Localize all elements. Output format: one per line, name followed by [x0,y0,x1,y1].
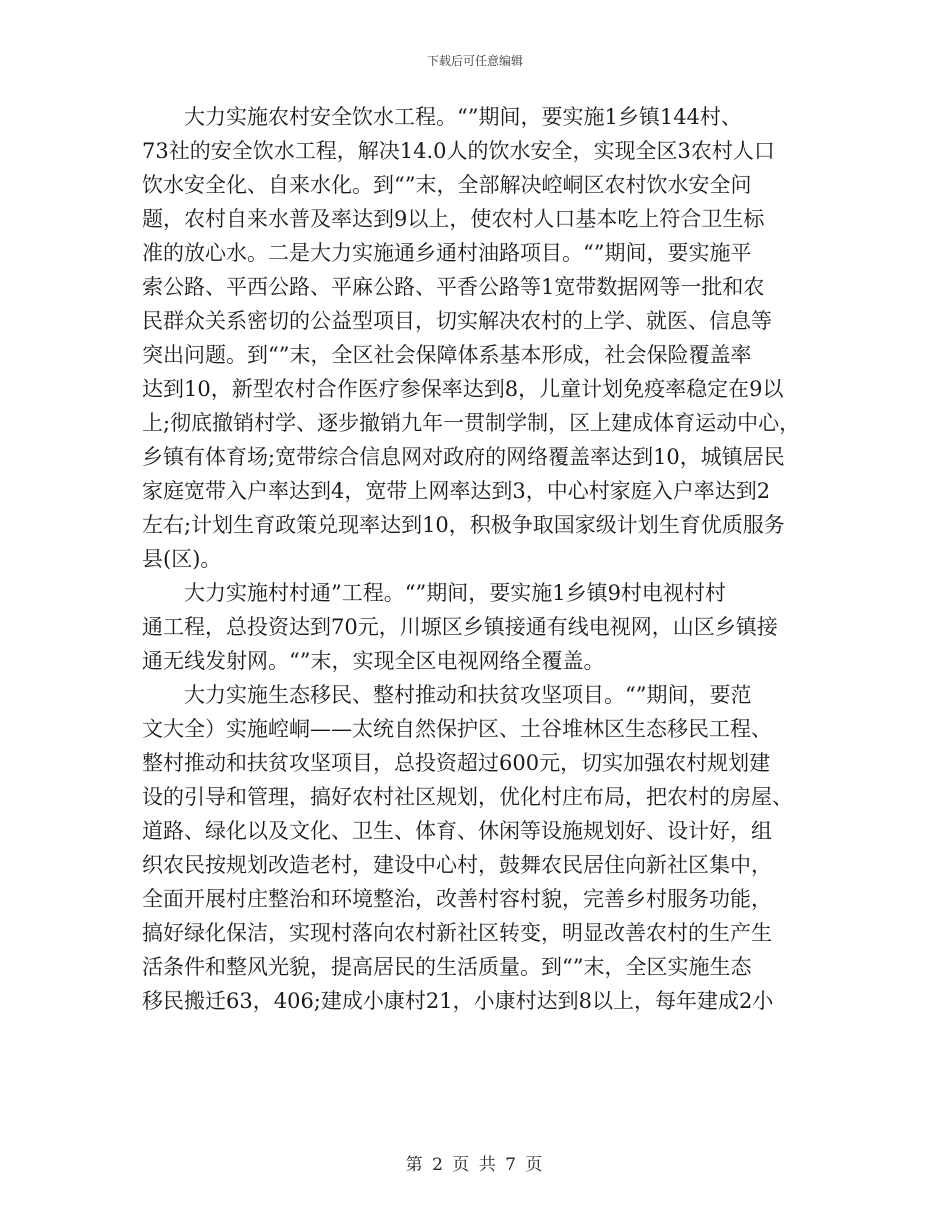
text-line: 73社的安全饮水工程，解决14.0人的饮水安全，实现全区3农村人口 [142,139,775,163]
text-line: 民群众关系密切的公益型项目，切实解决农村的上学、就医、信息等 [142,309,772,333]
text-line: 左右;计划生育政策兑现率达到10，积极争取国家级计划生育优质服务 [142,513,785,537]
text-line: 上;彻底撤销村学、逐步撤销九年一贯制学制，区上建成体育运动中心， [142,411,801,435]
text-line: 道路、绿化以及文化、卫生、体育、休闲等设施规划好、设计好，组 [142,819,772,843]
text-line: 大力实施农村安全饮水工程。“”期间，要实施1乡镇144村、 [184,105,742,129]
text-line: 题，农村自来水普及率达到9以上，使农村人口基本吃上符合卫生标 [142,207,765,231]
document-body [142,100,812,1018]
text-line: 设的引导和管理，搞好农村社区规划，优化村庄布局，把农村的房屋、 [142,785,793,809]
text-line: 通无线发射网。“”末，实现全区电视网络全覆盖。 [142,649,605,673]
text-line: 县(区)。 [142,547,222,571]
text-line: 饮水安全化、自来水化。到“”末，全部解决崆峒区农村饮水安全问 [142,173,752,197]
text-line: 乡镇有体育场;宽带综合信息网对政府的网络覆盖率达到10，城镇居民 [142,445,785,469]
page-header: 下载后可任意编辑 [426,54,523,68]
text-line: 活条件和整风光貌，提高居民的生活质量。到“”末，全区实施生态 [142,955,752,979]
text-line: 达到10，新型农村合作医疗参保率达到8，儿童计划免疫率稳定在9以 [142,377,784,401]
text-line: 大力实施生态移民、整村推动和扶贫攻坚项目。“”期间，要范 [184,683,752,707]
text-line: 织农民按规划改造老村，建设中心村，鼓舞农民居住向新社区集中， [142,853,772,877]
text-line: 全面开展村庄整治和环境整治，改善村容村貌，完善乡村服务功能， [142,887,772,911]
text-line: 整村推动和扶贫攻坚项目，总投资超过600元，切实加强农村规划建 [142,751,771,775]
text-line: 准的放心水。二是大力实施通乡通村油路项目。“”期间，要实施平 [142,241,752,265]
text-line: 通工程，总投资达到70元，川塬区乡镇接通有线电视网，山区乡镇接 [142,615,778,639]
text-line: 文大全）实施崆峒——太统自然保护区、土谷堆林区生态移民工程、 [142,717,772,741]
page-number: 第 2 页 共 7 页 [405,1155,545,1175]
text-line: 家庭宽带入户率达到4，宽带上网率达到3，中心村家庭入户率达到2 [142,479,771,503]
text-line: 突出问题。到“”末，全区社会保障体系基本形成，社会保险覆盖率 [142,343,752,367]
text-line: 移民搬迁63，406;建成小康村21，小康村达到8以上，每年建成2小 [142,989,774,1013]
text-line: 大力实施村村通”工程。“”期间，要实施1乡镇9村电视村村 [184,581,726,605]
text-line: 搞好绿化保洁，实现村落向农村新社区转变，明显改善农村的生产生 [142,921,772,945]
text-line: 索公路、平西公路、平麻公路、平香公路等1宽带数据网等一批和农 [142,275,765,299]
